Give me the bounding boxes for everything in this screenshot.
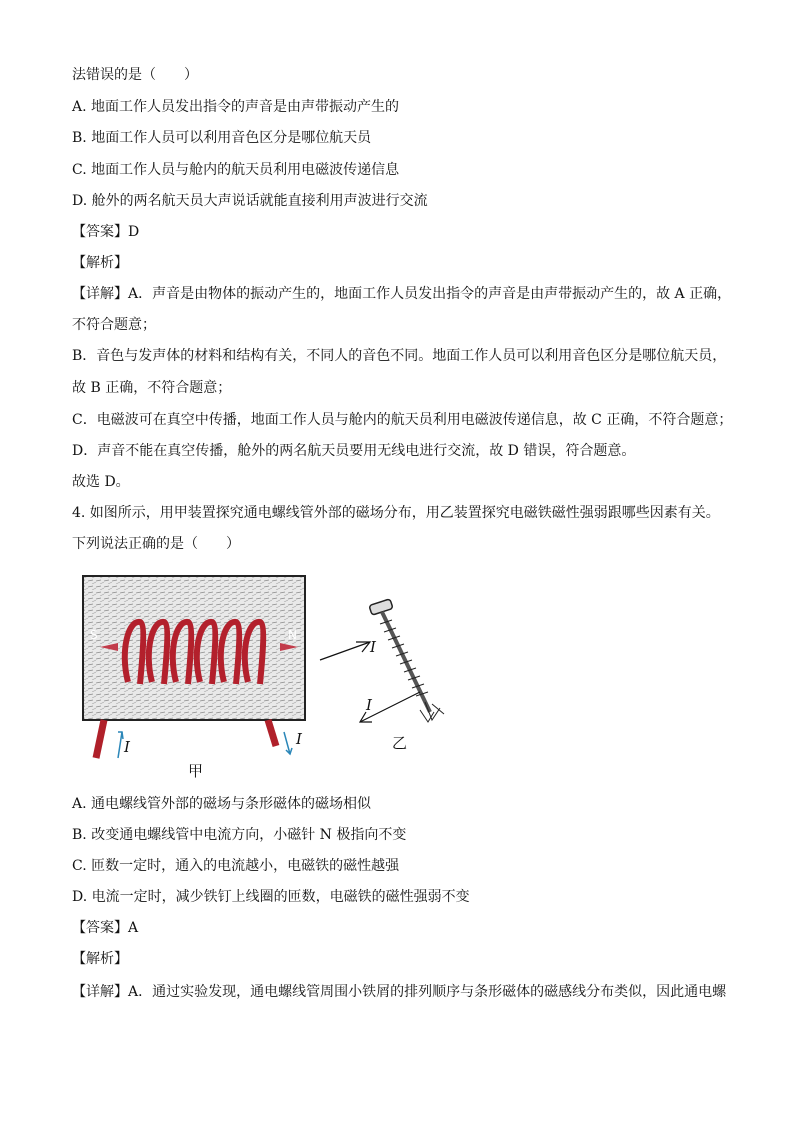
- label-current-out: I: [366, 696, 372, 714]
- label-current-right: I: [296, 730, 302, 748]
- option-b: B. 改变通电螺线管中电流方向，小磁针 N 极指向不变: [72, 827, 407, 843]
- lead-wire-right: [268, 720, 276, 746]
- option-a: A. 通电螺线管外部的磁场与条形磁体的磁场相似: [72, 796, 372, 812]
- detail-line: C．电磁波可在真空中传播，地面工作人员与舱内的航天员利用电磁波传递信息，故 C 正确，不符合题意；: [72, 412, 733, 428]
- analysis-label: 【解析】: [72, 951, 128, 967]
- analysis-label: 【解析】: [72, 255, 128, 271]
- label-current-in: I: [370, 638, 376, 656]
- caption-yi: 乙: [392, 734, 408, 752]
- question-4-stem: 下列说法正确的是（ ）: [72, 536, 240, 552]
- answer-label: 【答案】A: [72, 920, 139, 936]
- conclusion-line: 故选 D。: [72, 474, 130, 490]
- label-current-left: I: [124, 738, 130, 756]
- paper-clips: [420, 702, 444, 722]
- option-c: C. 匝数一定时，通入的电流越小，电磁铁的磁性越强: [72, 858, 400, 874]
- experiment-figure: [80, 572, 470, 782]
- text-line: 法错误的是（ ）: [72, 67, 198, 83]
- question-4-stem: 4. 如图所示，用甲装置探究通电螺线管外部的磁场分布，用乙装置探究电磁铁磁性强弱跟哪些因素有关。: [72, 505, 720, 521]
- lead-wire-left: [96, 720, 104, 758]
- label-s-pole: S: [90, 628, 98, 642]
- option-d: D. 舱外的两名航天员大声说话就能直接利用声波进行交流: [72, 193, 428, 209]
- detail-line: 不符合题意；: [72, 317, 156, 333]
- option-b: B. 地面工作人员可以利用音色区分是哪位航天员: [72, 130, 372, 146]
- detail-line: D．声音不能在真空传播，舱外的两名航天员要用无线电进行交流，故 D 错误，符合题意。: [72, 443, 636, 459]
- detail-line: 【详解】A．通过实验发现，通电螺线管周围小铁屑的排列顺序与条形磁体的磁感线分布类似，因此通电螺: [72, 984, 727, 1000]
- detail-line: 【详解】A．声音是由物体的振动产生的，地面工作人员发出指令的声音是由声带振动产生的，故 A 正确，: [72, 286, 732, 302]
- detail-line: B．音色与发声体的材料和结构有关，不同人的音色不同。地面工作人员可以利用音色区分是哪位航天员，: [72, 348, 727, 364]
- answer-label: 【答案】D: [72, 224, 140, 240]
- option-d: D. 电流一定时，减少铁钉上线圈的匝数，电磁铁的磁性强弱不变: [72, 889, 470, 905]
- option-c: C. 地面工作人员与舱内的航天员利用电磁波传递信息: [72, 162, 400, 178]
- figure-drawing: [80, 572, 470, 782]
- caption-jia: 甲: [188, 762, 204, 780]
- current-arrow-up: [118, 732, 122, 758]
- label-n-pole: N: [288, 628, 297, 642]
- option-a: A. 地面工作人员发出指令的声音是由声带振动产生的: [72, 99, 400, 115]
- detail-line: 故 B 正确，不符合题意；: [72, 380, 232, 396]
